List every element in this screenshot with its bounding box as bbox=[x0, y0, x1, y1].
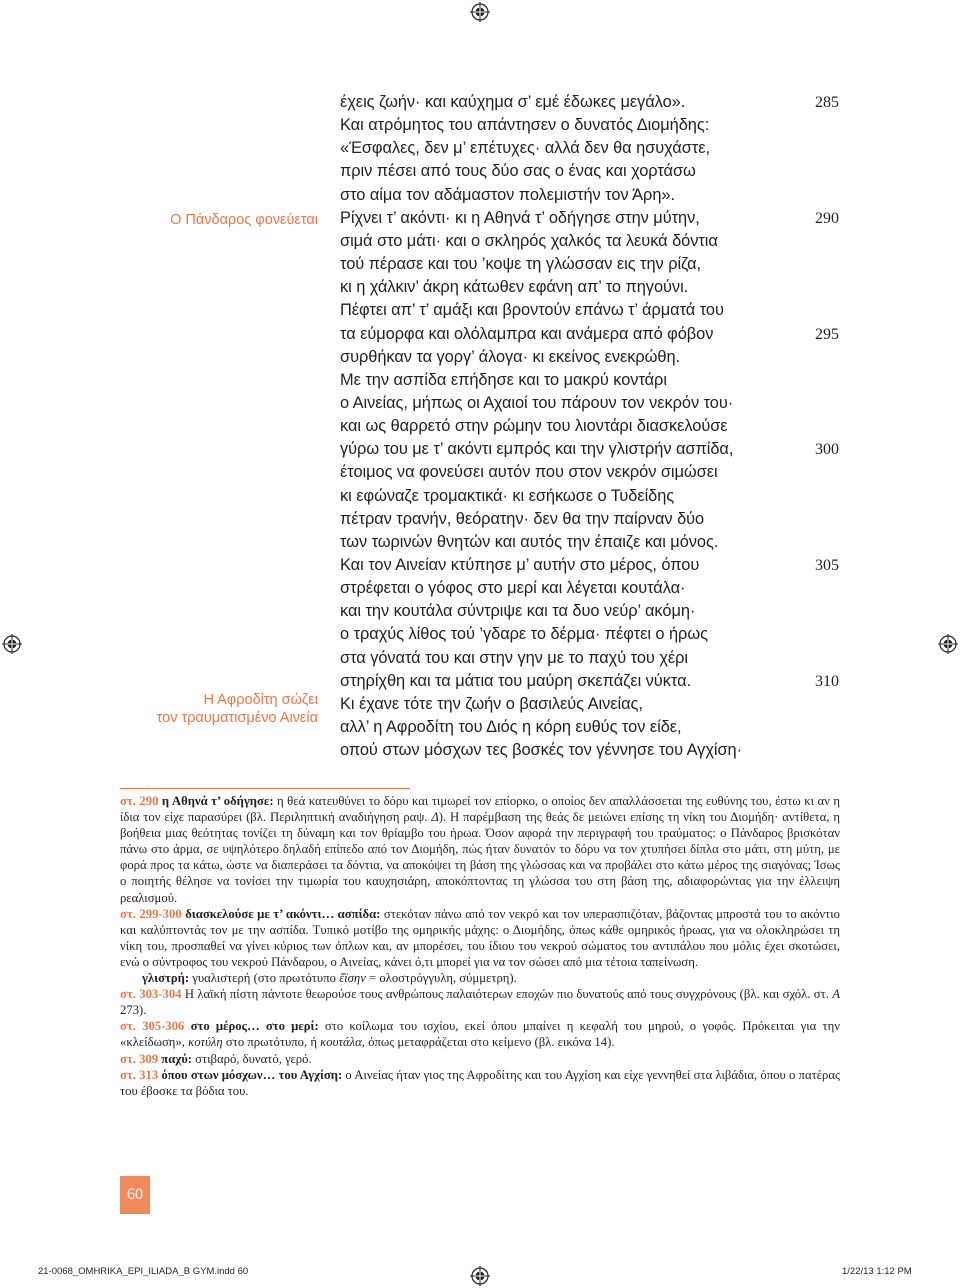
note-text: στο πρωτότυπο, ή bbox=[222, 1035, 321, 1050]
note-ref: στ. 305-306 bbox=[120, 1019, 185, 1034]
verse-line: σιμά στο μάτι· και ο σκληρός χαλκός τα λευκά δόντια bbox=[340, 231, 718, 250]
verse-line: Ρίχνει τ’ ακόντι· κι η Αθηνά τ’ οδήγησε στην μύτην, bbox=[340, 208, 700, 227]
verse-line: Κι έχανε τότε την ζωήν ο βασιλεύς Αινείας, bbox=[340, 694, 643, 713]
note-lemma: γλιστρή: bbox=[142, 971, 190, 986]
verse-line: ο τραχύς λίθος τού ’γδαρε το δέρμα· πέφτει ο ήρως bbox=[340, 625, 708, 644]
verse-line: πέτραν τρανήν, θεόρατην· δεν θα την παίρναν δύο bbox=[340, 509, 705, 528]
note-305-306 bbox=[120, 1018, 840, 1050]
verse-line: τα εύμορφα και ολόλαμπρα και ανάμερα από φόβον bbox=[340, 324, 714, 343]
note-ref: στ. 313 bbox=[120, 1067, 159, 1082]
note-lemma: η Αθηνά τ’ οδήγησε: bbox=[161, 794, 274, 808]
note-text: η θεά κατευθύνει το δόρυ και τιμωρεί τον επίορκο, ο οποίος δεν απαλλάσσεται της ευθύνης του, έστω κι αν η ίδια τον είχε παρασύρει (βλ. Περιληπτική αναδιήγηση ραψ. bbox=[120, 794, 840, 825]
slug-filename: 21-0068_OMHRIKA_EPI_ILIADA_B GYM.indd 60 bbox=[38, 1266, 249, 1277]
margin-note-aphrodite bbox=[0, 691, 318, 727]
margin-note-line: Ο Πάνδαρος φονεύεται bbox=[170, 212, 318, 228]
note-text: γυαλιστερή (στο πρωτότυπο bbox=[189, 971, 340, 986]
note-text: ). Η παρέμβαση της θεάς δε μειώνει επίσης τη νίκη του Διομήδη· αντίθετα, η βοήθεια μιας θεότητας τονίζει τη δύναμη και τον θρίαμβο του ήρωα. Όσον αφορά την περιγραφή του τραύματος: ο Πάνδαρος βρισκόταν πάνω στο άρμα, σε υψηλότερο δηλαδή επίπεδο από τον Διομήδη, πώς ήταν δυνατόν το δόρυ να τον χτυπήσει δίπλα στο μάτι, στη μύτη, με φορά προς τα κάτω, ώστε να διαπεράσει τα δόντια, να αποκόψει τη βάση της γλώσσας και να προβάλει στο κάτω μέρος της σιαγόνας; Ίσως ο ποιητής θέλησε να τονίσει την τιμωρία του καυχησιάρη, αποκόπτοντας τη γλώσσα του στη βάση της, αδιαφορώντας για την έλλειψη ρεαλισμού. bbox=[120, 810, 840, 905]
verse-line: αλλ’ η Αφροδίτη του Διός η κόρη ευθύς τον είδε, bbox=[340, 718, 682, 737]
note-text: στεκόταν πάνω από τον νεκρό και τον υπερασπιζόταν, βάζοντας μπροστά του το ακόντιο και καλύπτοντάς τον με την ασπίδα. Τυπικό μοτίβο της ομηρικής μάχης: ο Διομήδης, όπως κάθε ομηρικός ήρωας, για να ολοκληρώσει τη νίκη του, προσπαθεί να γίνει κύριος των όπλων και, αν μπορέσει, του ίδιου του νεκρού σώματος του αντιπάλου που μόλις έχει σκοτώσει, ενώ ο σύντροφος του νεκρού Πάνδαρου, ο Αινείας, κάνει ό,τι μπορεί για να τον σώσει από μια τέτοια ταπείνωση. bbox=[120, 906, 841, 969]
note-313 bbox=[120, 1067, 840, 1099]
commentary-notes bbox=[120, 793, 840, 1099]
note-text: , όπως μεταφράζεται στο κείμενο (βλ. εικόνα 14). bbox=[361, 1035, 615, 1050]
note-glistri bbox=[120, 970, 840, 986]
note-text: 273). bbox=[120, 1003, 147, 1018]
note-italic: κουτάλα bbox=[320, 1035, 362, 1050]
verse-line: των τωρινών θνητών και αυτός την έπαιζε και μόνος. bbox=[340, 532, 719, 551]
note-lemma: όπου στων μόσχων… του Αγχίση: bbox=[161, 1067, 343, 1082]
line-number: 310 bbox=[815, 672, 839, 690]
line-number: 285 bbox=[815, 94, 839, 111]
margin-note-line: Η Αφροδίτη σώζει bbox=[203, 692, 318, 708]
page-number: 60 bbox=[120, 1176, 150, 1214]
verse-line: στα γόνατά του και στην γην με το παχύ του χέρι bbox=[340, 648, 688, 667]
verse-line: Και ατρόμητος του απάντησεν ο δυνατός Διομήδης: bbox=[340, 116, 710, 135]
margin-note-pandaros bbox=[0, 211, 318, 229]
note-303-304 bbox=[120, 986, 840, 1018]
note-italic: Α bbox=[832, 987, 840, 1002]
verse-line: και ως θαρρετό στην ρώμην του λιοντάρι διασκελούσε bbox=[340, 417, 728, 436]
verse-line: ο Αινείας, μήπως οι Αχαιοί του πάρουν τον νεκρόν του· bbox=[340, 393, 734, 412]
note-299-300 bbox=[120, 906, 840, 970]
line-number: 290 bbox=[815, 209, 839, 227]
verse-line: στο αίμα τον αδάμαστον πολεμιστήν τον Άρη». bbox=[340, 185, 675, 204]
verse-line: και την κουτάλα σύντριψε και τα δυο νεύρ’ ακόμη· bbox=[340, 602, 696, 621]
verse-line: κι εφώναζε τρομακτικά· κι εσήκωσε ο Τυδείδης bbox=[340, 486, 675, 505]
note-italic: Δ bbox=[431, 810, 439, 825]
note-italic: ἔϊσην bbox=[339, 971, 366, 986]
verse-line: έτοιμος να φονεύσει αυτόν που στον νεκρόν σιμώσει bbox=[340, 463, 718, 482]
verse-line: έχεις ζωήν· και καύχημα σ’ εμέ έδωκες μεγάλο». bbox=[340, 93, 686, 111]
slug-date: 1/22/13 1:12 PM bbox=[842, 1266, 912, 1277]
note-lemma: παχύ: bbox=[161, 1051, 192, 1066]
verse-line: «Έσφαλες, δεν μ’ επέτυχες· αλλά δεν θα ησυχάστε, bbox=[340, 139, 710, 158]
verse-line: τού πέρασε και του ’κοψε τη γλώσσαν εις την ρίζα, bbox=[340, 255, 702, 274]
footnote-rule bbox=[120, 788, 410, 789]
verse-line: Με την ασπίδα επήδησε και το μακρύ κοντάρι bbox=[340, 370, 667, 389]
note-text: = ολοστρόγγυλη, σύμμετρη). bbox=[365, 971, 517, 986]
registration-mark-right bbox=[938, 634, 958, 654]
verse-line: κι η χάλκιν’ άκρη κάτωθεν εφάνη απ’ το πηγούνι. bbox=[340, 278, 689, 297]
note-text: ο Αινείας ήταν γιος της Αφροδίτης και του Αγχίση και είχε γεννηθεί στα λιβάδια, όπου ο πατέρας του έβοσκε τα βόδια του. bbox=[120, 1067, 841, 1098]
note-ref: στ. 309 bbox=[120, 1051, 159, 1066]
registration-mark-left bbox=[2, 634, 22, 654]
note-text: στιβαρό, δυνατό, γερό. bbox=[192, 1051, 312, 1066]
verse-line: στρέφεται ο γόφος στο μερί και λέγεται κουτάλα· bbox=[340, 579, 686, 598]
note-italic: κοτύλη bbox=[188, 1035, 223, 1050]
verse-line: γύρω του με τ’ ακόντι εμπρός και την γλιστρήν ασπίδα, bbox=[340, 440, 734, 459]
verse-line: συρθήκαν τα γοργ’ άλογα· κι εκείνος ενεκρώθη. bbox=[340, 347, 681, 366]
verse-line: Πέφτει απ’ τ’ αμάξι και βροντούν επάνω τ’ άρματά του bbox=[340, 301, 724, 320]
verse-line: στηρίχθη και τα μάτια του μαύρη σκεπάζει νύκτα. bbox=[340, 671, 691, 690]
verse-line: Και τον Αινείαν κτύπησε μ’ αυτήν στο μέρος, όπου bbox=[340, 556, 700, 574]
note-290 bbox=[120, 793, 840, 906]
note-ref: στ. 290 bbox=[120, 794, 159, 808]
line-number: 300 bbox=[815, 441, 839, 459]
note-ref: στ. 303-304 bbox=[120, 987, 182, 1002]
margin-note-line: τον τραυματισμένο Αινεία bbox=[156, 710, 318, 726]
registration-mark-top bbox=[470, 2, 490, 22]
line-number: 295 bbox=[815, 325, 839, 343]
verse-line: πριν πέσει από τους δύο σας ο ένας και χορτάσω bbox=[340, 162, 696, 181]
note-lemma: στο μέρος… στο μερί: bbox=[190, 1019, 319, 1034]
note-ref: στ. 299-300 bbox=[120, 906, 182, 921]
note-text: στο κοίλωμα του ισχίου, εκεί όπου μπαίνει η κεφαλή του μηρού, ο γοφός. Πρόκειται για την «κλείδωση», bbox=[120, 1019, 840, 1050]
verse-line: οπού στων μόσχων τες βοσκές τον γέννησε του Αγχίση· bbox=[340, 741, 743, 760]
note-text: Η λαϊκή πίστη πάντοτε θεωρούσε τους ανθρώπους παλαιότερων εποχών πιο δυνατούς από τους συγχρόνους (βλ. και σχόλ. στ. bbox=[181, 987, 833, 1002]
note-309 bbox=[120, 1051, 840, 1067]
note-lemma: διασκελούσε με τ’ ακόντι… ασπίδα: bbox=[185, 906, 381, 921]
line-number: 305 bbox=[815, 557, 839, 574]
registration-mark-bottom bbox=[470, 1266, 490, 1286]
